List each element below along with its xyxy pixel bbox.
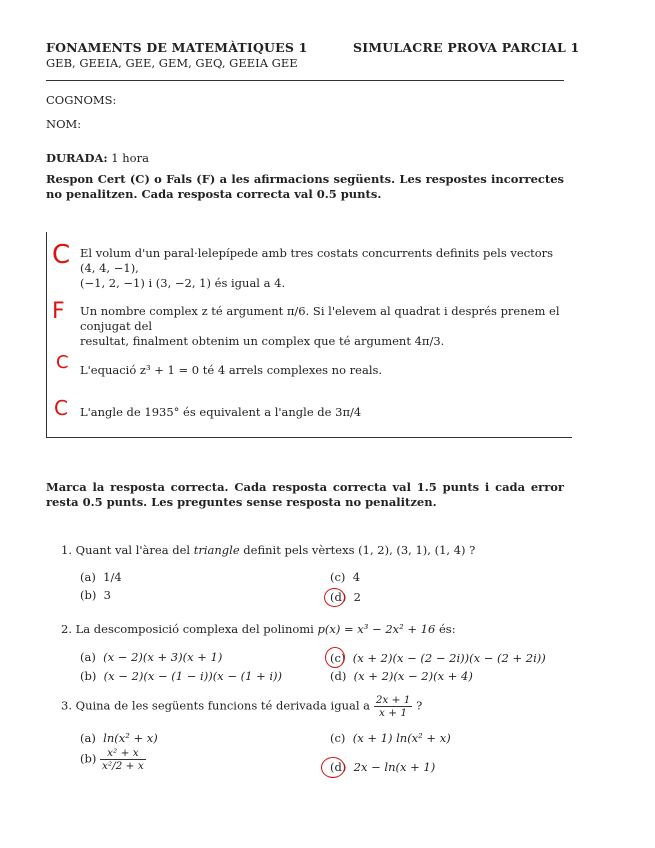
answer-mark-1: C (52, 240, 71, 270)
q3-option-d-text: 2x − ln(x + 1) (353, 760, 436, 774)
q3-option-a-text: ln(x² + x) (103, 731, 158, 745)
q2-option-d-label: (d) (330, 669, 347, 683)
q3-answer-circle (321, 757, 345, 778)
course-title: FONAMENTS DE MATEMÀTIQUES 1 (46, 40, 308, 55)
statement-1-line-2: (−1, 2, −1) i (3, −2, 1) és igual a 4. (80, 276, 286, 290)
q1-answer-circle (324, 588, 345, 607)
q2-option-d[interactable] (330, 669, 473, 683)
q1-option-b-text: 3 (103, 588, 111, 602)
q3-option-b[interactable] (80, 747, 146, 772)
statement-2-line-1: Un nombre complex z té argument π/6. Si l'elevem al quadrat i després prenem el conjugat del (80, 304, 560, 333)
answer-frame-bottom (46, 437, 572, 438)
q3-option-b-numerator: x² + x (100, 747, 146, 760)
q1-option-d-label: (d) (330, 590, 347, 604)
q3-option-c-label: (c) (330, 731, 346, 745)
exam-title: SIMULACRE PROVA PARCIAL 1 (353, 40, 580, 55)
statement-2 (80, 304, 568, 349)
q2-option-a-label: (a) (80, 650, 96, 664)
statement-2-line-2: resultat, finalment obtenim un complex que té argument 4π/3. (80, 334, 445, 348)
q3-option-d[interactable] (330, 760, 435, 774)
answer-mark-2: F (52, 299, 65, 324)
answer-mark-3: C (56, 352, 69, 373)
q3-option-b-fraction (100, 747, 146, 772)
q1-option-d-text: 2 (353, 590, 361, 604)
q1-option-a[interactable] (80, 570, 122, 584)
section2-instructions: Marca la resposta correcta. Cada resposta correcta val 1.5 punts i cada error resta 0.5 punts. Les preguntes sense resposta no penalitzen. (46, 480, 564, 509)
q3-option-b-denominator: x²/2 + x (102, 760, 144, 772)
q1-option-b-label: (b) (80, 588, 97, 602)
q2-option-b-label: (b) (80, 669, 97, 683)
question-2-text-pre: La descomposició complexa del polinomi (75, 622, 318, 636)
q2-option-d-text: (x + 2)(x − 2)(x + 4) (353, 669, 473, 683)
answer-mark-4: C (54, 396, 68, 420)
q2-option-c[interactable] (330, 651, 546, 665)
degree-list: GEB, GEEIA, GEE, GEM, GEQ, GEEIA GEE (46, 56, 298, 70)
question-3-text-post: ? (416, 698, 423, 713)
header-rule (46, 80, 564, 81)
q3-option-c[interactable] (330, 731, 451, 745)
question-2-text-post: és: (435, 622, 456, 636)
question-2 (61, 622, 456, 636)
q2-option-c-label: (c) (330, 651, 346, 665)
surname-field-label: COGNOMS: (46, 93, 117, 107)
question-3-text-pre: Quina de les següents funcions té derivada igual a (75, 698, 371, 713)
question-3-number: 3. (61, 698, 72, 713)
answer-frame-left (46, 232, 47, 437)
q2-option-b-text: (x − 2)(x − (1 − i))(x − (1 + i)) (103, 669, 283, 683)
q1-option-a-text: 1/4 (103, 570, 122, 584)
question-3-fraction (374, 694, 413, 719)
question-2-number: 2. (61, 622, 72, 636)
q2-option-a[interactable] (80, 650, 222, 664)
question-1 (61, 543, 475, 557)
statement-1-line-1: El volum d'un paral·lelepípede amb tres costats concurrents definits pels vectors (4, 4, −1), (80, 246, 554, 275)
question-3 (61, 694, 422, 719)
question-3-fraction-numerator: 2x + 1 (375, 694, 411, 706)
statement-1 (80, 246, 568, 291)
statement-4: L'angle de 1935° és equivalent a l'angle de 3π/4 (80, 405, 362, 419)
name-field-label: NOM: (46, 117, 82, 131)
q1-option-c-text: 4 (352, 570, 361, 584)
q2-option-a-text: (x − 2)(x + 3)(x + 1) (103, 650, 223, 664)
duration-label: DURADA: (46, 151, 108, 165)
q1-option-c-label: (c) (330, 570, 346, 584)
statement-3: L'equació z³ + 1 = 0 té 4 arrels complexes no reals. (80, 363, 383, 377)
section1-instructions: Respon Cert (C) o Fals (F) a les afirmacions següents. Les respostes incorrectes no penalitzen. Cada resposta correcta val 0.5 punts. (46, 172, 564, 201)
q3-option-c-text: (x + 1) ln(x² + x) (352, 731, 451, 745)
q1-option-c[interactable] (330, 570, 360, 584)
question-1-text-post: definit pels vèrtexs (1, 2), (3, 1), (1, 4) ? (239, 543, 476, 557)
q2-option-b[interactable] (80, 669, 282, 683)
duration-value: 1 hora (111, 151, 149, 165)
q3-option-a-label: (a) (80, 731, 96, 745)
q3-option-b-label: (b) (80, 751, 97, 766)
q1-option-b[interactable] (80, 588, 111, 602)
question-3-fraction-denominator: x + 1 (379, 707, 408, 719)
question-2-text-em: p(x) = x³ − 2x² + 16 (317, 622, 436, 636)
duration (46, 151, 149, 165)
q3-option-a[interactable] (80, 731, 158, 745)
q2-option-c-text: (x + 2)(x − (2 − 2i))(x − (2 + 2i)) (352, 651, 546, 665)
question-1-text-em: triangle (193, 543, 240, 557)
q2-answer-circle (325, 647, 345, 668)
question-1-number: 1. (61, 543, 72, 557)
q1-option-a-label: (a) (80, 570, 96, 584)
q3-option-d-label: (d) (330, 760, 347, 774)
question-1-text-pre: Quant val l'àrea del (75, 543, 194, 557)
